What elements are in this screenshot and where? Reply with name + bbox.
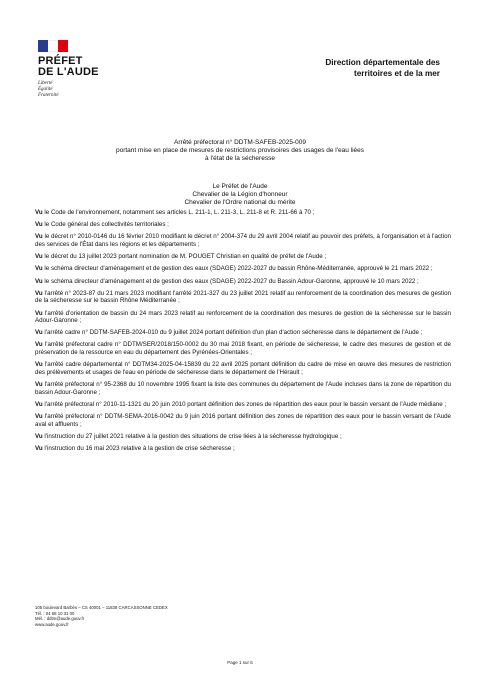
visa-item: Vu le Code de l'environnement, notamment ses articles L. 211-1, L. 211-3, L. 211-8 et R. 211-66 à 70 ; — [35, 209, 315, 216]
motto-egalite: Égalité — [38, 87, 53, 92]
visa-item: Vu l'arrêté préfectoral n° 95-2368 du 10 novembre 1995 fixant la liste des communes du département de l'Aude incluses dans la zone de répartition du bassin Adour-Garonne ; — [35, 381, 451, 396]
arrete-title — [60, 139, 420, 163]
prefet-line-1: PRÉFET — [38, 55, 83, 67]
visa-item: Vu l'arrêté cadre départemental n° DDTM34-2025-04-15839 du 22 avril 2025 portant définition du cadre de mise en œuvre des mesures de restriction des prélèvements et usages de l'eau en période de sécheresse dans le département de l'Hérault ; — [35, 361, 451, 376]
arrete-title-line-3: à l'état de la sécheresse — [205, 155, 275, 162]
prefet-line-2: DE L'AUDE — [38, 66, 99, 78]
direction-line-1: Direction départementale des — [325, 58, 440, 67]
prefecture-logo — [34, 40, 124, 99]
footer-tel: Tél. : 04 68 10 31 00 — [35, 610, 75, 616]
prefet-name: Le Préfet de l'Aude — [212, 183, 268, 190]
motto-liberte: Liberté — [38, 81, 53, 86]
visa-item: Vu l'arrêté préfectoral n° 2010-11-1321 du 20 juin 2010 portant définition des zones de répartition des eaux pour le bassin versant de l'Aude médiane ; — [35, 400, 447, 408]
prefet-honour-2: Chevalier de l'Ordre national du mérite — [184, 199, 296, 206]
visa-item: Vu l'arrêté préfectoral n° DDTM-SEMA-2016-0042 du 9 juin 2016 portant définition des zones de répartition des eaux pour le bassin versant de l'Aude aval et affluents ; — [35, 413, 451, 428]
arrete-title-line-1: Arrêté préfectoral n° DDTM-SAFEB-2025-009 — [174, 139, 306, 146]
prefet-title — [38, 56, 124, 78]
visa-item: Vu le Code général des collectivités territoriales ; — [35, 221, 169, 229]
visa-item: Vu l'arrêté préfectoral cadre n° DDTM/SER/2018/150-0002 du 30 mai 2018 fixant, en période de sécheresse, le cadre des mesures de gestion et de préservation de la ressource en eau du département des Pyrénées-Orientales ; — [35, 341, 451, 357]
footer-address: 105 boulevard Barbès – CS 40001 – 11838 CARCASSONNE CEDEX — [35, 605, 168, 610]
footer-contact — [35, 605, 235, 627]
visa-item: Vu le schéma directeur d'aménagement et de gestion des eaux (SDAGE) 2022-2027 du Bassin Adour-Garonne, approuvé le 10 mars 2022 ; — [35, 277, 419, 285]
visa-item: Vu le schéma directeur d'aménagement et de gestion des eaux (SDAGE) 2022-2027 du bassin Rhône-Méditerranée, approuvé le 21 mars 2022 ; — [35, 265, 433, 273]
page-number: Page 1 sur 6 — [227, 660, 253, 665]
republic-motto — [38, 81, 124, 99]
prefet-signatory — [60, 183, 420, 207]
footer-mel: Mél. : ddtm@aude.gouv.fr — [35, 616, 85, 622]
issuing-direction — [270, 58, 440, 79]
visa-item: Vu l'arrêté n° 2023-87 du 21 mars 2023 modifiant l'arrêté 2021-327 du 23 juillet 2021 relatif au renforcement de la coordination des mesures de gestion de la sécheresse sur le bassin Rhône Méditerranée ; — [35, 289, 451, 305]
motto-fraternite: Fraternité — [38, 93, 59, 98]
visa-item: Vu l'arrêté d'orientation de bassin du 24 mars 2023 relatif au renforcement de la coordination des mesures de gestion de la sécheresse sur le bassin Adour-Garonne ; — [35, 309, 451, 325]
marianne-flag-icon — [38, 40, 68, 52]
visa-item: Vu le décret n° 2010-0146 du 16 février 2010 modifiant le décret n° 2004-374 du 29 avril 2004 relatif au pouvoir des préfets, à l'organisation et à l'action des services de l'État dans les régions et les départements ; — [35, 233, 451, 248]
visas-list — [35, 209, 451, 457]
visa-item: Vu l'instruction du 27 juillet 2021 relative à la gestion des situations de crise liées à la sécheresse hydrologique ; — [35, 432, 342, 440]
arrete-title-line-2: portant mise en place de mesures de restrictions provisoires des usages de l'eau liées — [115, 147, 364, 154]
visa-item: Vu l'instruction du 16 mai 2023 relative à la gestion de crise sécheresse ; — [35, 444, 235, 452]
visa-item: Vu le décret du 13 juillet 2023 portant nomination de M. POUGET Christian en qualité de préfet de l'Aude ; — [35, 253, 327, 261]
visa-item: Vu l'arrêté cadre n° DDTM-SAFEB-2024-010 du 9 juillet 2024 portant définition d'un plan d'action sécheresse dans le département de l'Aude ; — [35, 329, 423, 337]
prefet-honour-1: Chevalier de la Légion d'honneur — [192, 191, 288, 198]
footer-web: www.aude.gouv.fr — [35, 621, 69, 627]
direction-line-2: territoires et de la mer — [353, 68, 440, 78]
